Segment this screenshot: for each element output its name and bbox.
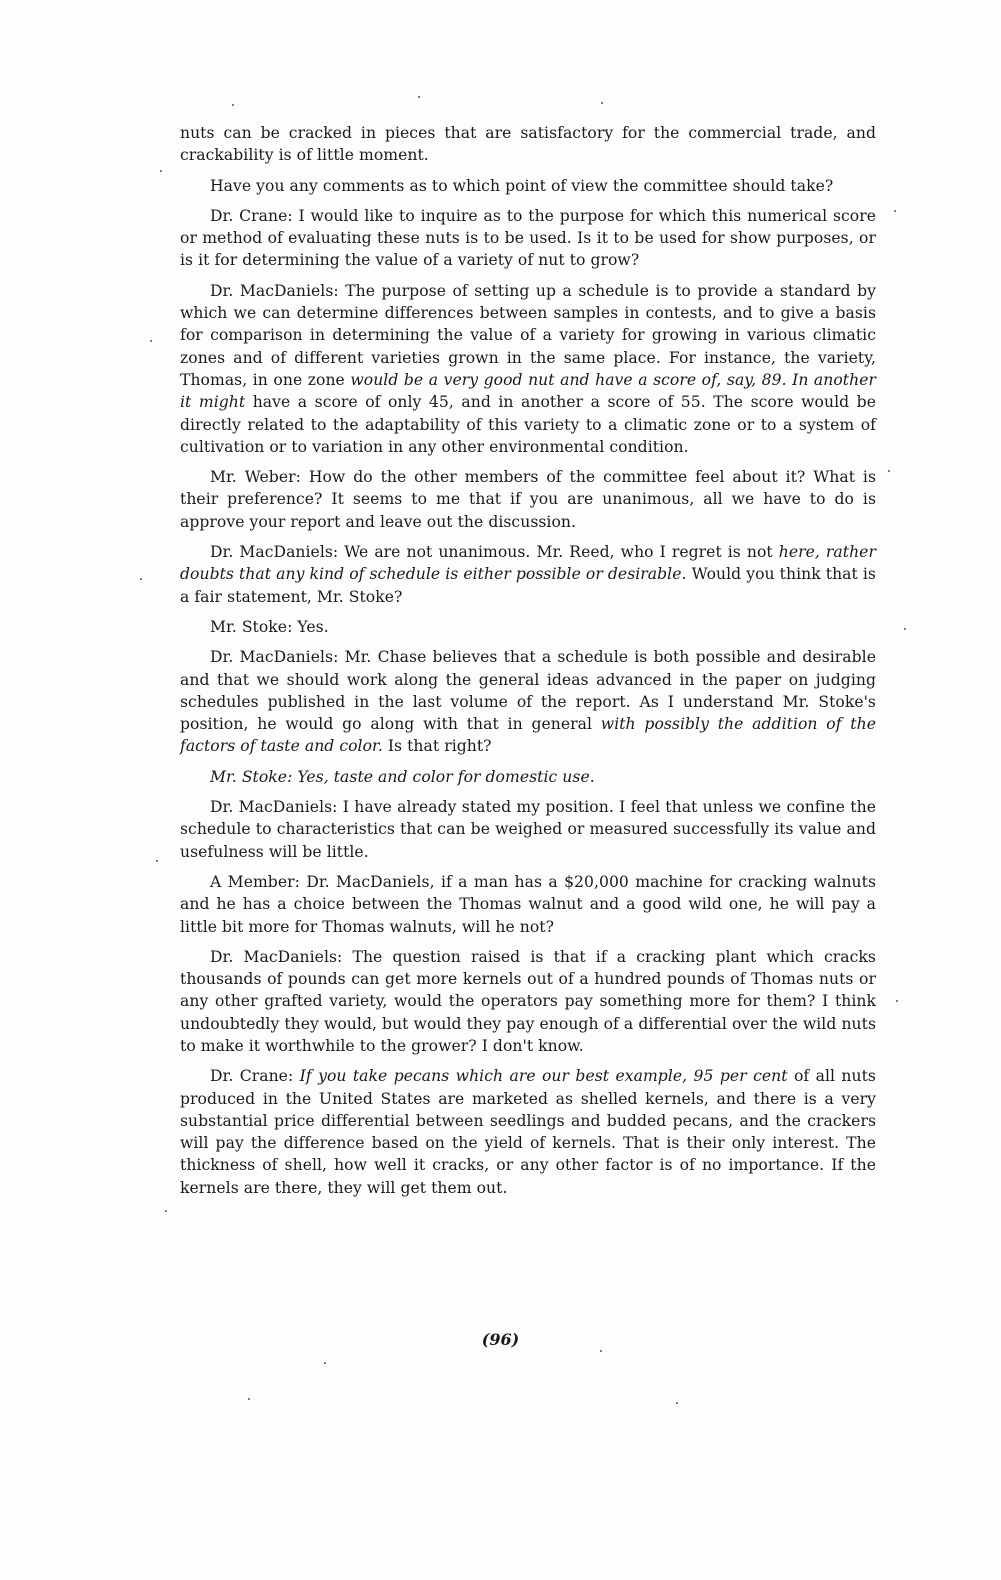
body-text [180, 122, 876, 1207]
paragraph-5: Mr. Weber: How do the other members of the committee feel about it? What is their preference? It seems to me that if you are unanimous, all we have to do is approve your report and leave out the discussion. [180, 468, 877, 531]
speaker-label: Dr. Crane: [210, 206, 293, 225]
scan-speck [140, 578, 142, 580]
scan-speck [600, 1350, 602, 1352]
speaker-label: Mr. Weber: [210, 468, 301, 487]
scan-speck [248, 1398, 250, 1400]
paragraph-7: Mr. Stoke: Yes. [210, 617, 329, 636]
scan-speck [896, 1000, 898, 1002]
scan-speck [888, 470, 890, 472]
speaker-label: Dr. MacDaniels: [210, 798, 338, 817]
speaker-label: Dr. MacDaniels: [210, 947, 343, 966]
paragraph-8: Dr. MacDaniels: Mr. Chase believes that a schedule is both possible and desirable and that we should work along the general ideas advanced in the paper on judging schedules published in the last volume of the report. As I understand Mr. Stoke's position, he would go along with that in general with possibly the addition of the factors of taste and color. Is that right? [180, 648, 876, 756]
scan-speck [601, 102, 603, 104]
paragraph-2: Have you any comments as to which point of view the committee should take? [210, 176, 834, 195]
speaker-label: Dr. Crane: [210, 1067, 294, 1086]
scan-speck [894, 210, 896, 212]
page-number: (96) [481, 1330, 520, 1349]
paragraph-1: nuts can be cracked in pieces that are satisfactory for the commercial trade, and crackability is of little moment. [180, 124, 876, 165]
paragraph-12: Dr. MacDaniels: The question raised is that if a cracking plant which cracks thousands of pounds can get more kernels out of a hundred pounds of Thomas nuts or any other grafted variety, would the operators pay something more for them? I think undoubtedly they would, but would they pay enough of a differential over the wild nuts to make it worthwhile to the grower? I don't know. [180, 947, 876, 1055]
scan-speck [232, 104, 234, 106]
scan-speck [156, 860, 158, 862]
speaker-label: Dr. MacDaniels: [210, 648, 339, 667]
paragraph-9: Mr. Stoke: Yes, taste and color for domestic use. [210, 767, 595, 786]
paragraph-10: Dr. MacDaniels: I have already stated my position. I feel that unless we confine the schedule to characteristics that can be weighed or measured successfully its value and usefulness will be little. [180, 798, 876, 861]
scan-speck [150, 340, 152, 342]
speaker-label: Dr. MacDaniels: [210, 281, 339, 300]
paragraph-6: Dr. MacDaniels: We are not unanimous. Mr. Reed, who I regret is not here, rather doubts that any kind of schedule is either possible or desirable. Would you think that is a fair statement, Mr. Stoke? [180, 543, 876, 606]
paragraph-3: Dr. Crane: I would like to inquire as to the purpose for which this numerical score or method of evaluating these nuts is to be used. Is it to be used for show purposes, or is it for determining the value of a variety of nut to grow? [180, 206, 877, 270]
paragraph-4: Dr. MacDaniels: The purpose of setting up a schedule is to provide a standard by which we can determine differences between samples in contests, and to give a basis for comparison in determining the value of a variety for growing in various climatic zones and of different varieties grown in the same place. For instance, the variety, Thomas, in one zone would be a very good nut and have a score of, say, 89. In another it might have a score of only 45, and in another a score of 55. The score would be directly related to the adaptability of this variety to a climatic zone or to a system of cultivation or to variation in any other environmental condition. [180, 281, 877, 456]
scan-speck [324, 1362, 326, 1364]
scan-speck [418, 96, 420, 98]
scan-speck [165, 1210, 167, 1212]
speaker-label: Dr. MacDaniels: [210, 543, 339, 562]
speaker-label: Mr. Stoke: [210, 617, 293, 636]
scan-speck [160, 170, 162, 172]
speaker-label: Mr. Stoke: [210, 767, 293, 786]
speaker-label: A Member: [210, 872, 300, 891]
paragraph-13: Dr. Crane: If you take pecans which are our best example, 95 per cent of all nuts produced in the United States are marketed as shelled kernels, and there is a very substantial price differential between seedlings and budded pecans, and the crackers will pay the difference based on the yield of kernels. That is their only interest. The thickness of shell, how well it cracks, or any other factor is of no importance. If the kernels are there, they will get them out. [180, 1067, 876, 1197]
scan-speck [676, 1402, 678, 1404]
paragraph-11: A Member: Dr. MacDaniels, if a man has a $20,000 machine for cracking walnuts and he has a choice between the Thomas walnut and a good wild one, he will pay a little bit more for Thomas walnuts, will he not? [180, 872, 877, 936]
scan-speck [904, 628, 906, 630]
